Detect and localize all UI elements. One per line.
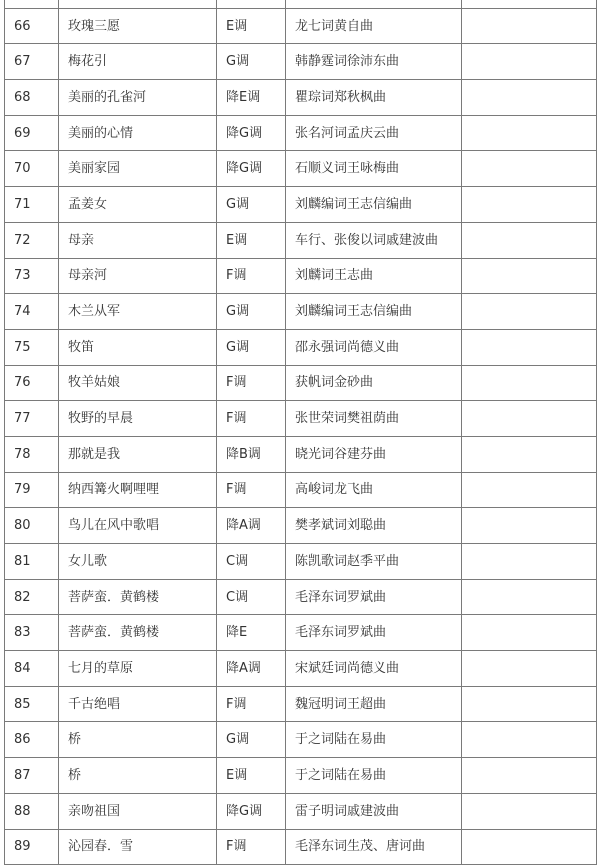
song-credits: 石顺义词王咏梅曲 bbox=[286, 151, 462, 187]
row-number: 89 bbox=[5, 830, 59, 865]
song-credits: 车行、张俊以词戚建波曲 bbox=[286, 223, 462, 259]
song-credits: 晓光词谷建芬曲 bbox=[286, 437, 462, 473]
table-row bbox=[5, 401, 597, 437]
extra-cell bbox=[462, 615, 597, 651]
song-title: 千古绝唱 bbox=[59, 687, 217, 723]
table-row bbox=[5, 116, 597, 152]
song-title: 木兰从军 bbox=[59, 294, 217, 330]
table-row bbox=[5, 44, 597, 80]
song-key: F调 bbox=[217, 366, 286, 402]
extra-cell bbox=[462, 187, 597, 223]
extra-cell bbox=[462, 116, 597, 152]
extra-cell bbox=[462, 473, 597, 509]
row-number: 77 bbox=[5, 401, 59, 437]
song-key: 降E调 bbox=[217, 80, 286, 116]
extra-cell bbox=[462, 80, 597, 116]
song-credits: 龙七词黄自曲 bbox=[286, 9, 462, 45]
song-title: 孟姜女 bbox=[59, 187, 217, 223]
song-key: 降A调 bbox=[217, 508, 286, 544]
song-credits: 魏冠明词王超曲 bbox=[286, 687, 462, 723]
song-credits: 张世荣词樊祖荫曲 bbox=[286, 401, 462, 437]
extra-cell bbox=[462, 722, 597, 758]
table-row bbox=[5, 794, 597, 830]
song-key: 降B调 bbox=[217, 437, 286, 473]
song-key: G调 bbox=[217, 294, 286, 330]
row-number: 82 bbox=[5, 580, 59, 616]
table-row bbox=[5, 0, 597, 9]
row-number: 88 bbox=[5, 794, 59, 830]
song-title: 纳西篝火啊哩哩 bbox=[59, 473, 217, 509]
song-title bbox=[59, 0, 217, 9]
song-title: 鸟儿在风中歌唱 bbox=[59, 508, 217, 544]
row-number: 70 bbox=[5, 151, 59, 187]
row-number: 68 bbox=[5, 80, 59, 116]
song-title: 美丽家园 bbox=[59, 151, 217, 187]
song-key: F调 bbox=[217, 687, 286, 723]
table-row bbox=[5, 580, 597, 616]
song-title: 七月的草原 bbox=[59, 651, 217, 687]
row-number: 86 bbox=[5, 722, 59, 758]
row-number: 66 bbox=[5, 9, 59, 45]
song-title: 牧笛 bbox=[59, 330, 217, 366]
extra-cell bbox=[462, 151, 597, 187]
table-row bbox=[5, 330, 597, 366]
song-credits: 雷子明词戚建波曲 bbox=[286, 794, 462, 830]
song-credits: 邵永强词尚德义曲 bbox=[286, 330, 462, 366]
extra-cell bbox=[462, 437, 597, 473]
song-title: 桥 bbox=[59, 722, 217, 758]
song-key: G调 bbox=[217, 722, 286, 758]
song-credits: 毛泽东词罗斌曲 bbox=[286, 580, 462, 616]
extra-cell bbox=[462, 44, 597, 80]
table-row bbox=[5, 294, 597, 330]
song-key: 降G调 bbox=[217, 116, 286, 152]
song-key: C调 bbox=[217, 544, 286, 580]
table-row bbox=[5, 366, 597, 402]
song-credits: 刘麟编词王志信编曲 bbox=[286, 294, 462, 330]
table-row bbox=[5, 615, 597, 651]
row-number: 79 bbox=[5, 473, 59, 509]
song-title: 美丽的孔雀河 bbox=[59, 80, 217, 116]
song-title: 那就是我 bbox=[59, 437, 217, 473]
song-table bbox=[4, 0, 597, 865]
table-row bbox=[5, 508, 597, 544]
table-row bbox=[5, 437, 597, 473]
song-key: G调 bbox=[217, 330, 286, 366]
row-number: 74 bbox=[5, 294, 59, 330]
extra-cell bbox=[462, 651, 597, 687]
row-number: 80 bbox=[5, 508, 59, 544]
song-title: 女儿歌 bbox=[59, 544, 217, 580]
song-credits: 韩静霆词徐沛东曲 bbox=[286, 44, 462, 80]
song-credits: 宋斌廷词尚德义曲 bbox=[286, 651, 462, 687]
song-credits: 于之词陆在易曲 bbox=[286, 758, 462, 794]
table-row bbox=[5, 151, 597, 187]
extra-cell bbox=[462, 366, 597, 402]
song-title: 美丽的心情 bbox=[59, 116, 217, 152]
song-credits: 毛泽东词罗斌曲 bbox=[286, 615, 462, 651]
song-title: 亲吻祖国 bbox=[59, 794, 217, 830]
song-key: E调 bbox=[217, 223, 286, 259]
song-key: G调 bbox=[217, 187, 286, 223]
song-key: F调 bbox=[217, 259, 286, 295]
extra-cell bbox=[462, 758, 597, 794]
song-credits: 瞿琮词郑秋枫曲 bbox=[286, 80, 462, 116]
song-title: 沁园春．雪 bbox=[59, 830, 217, 865]
song-key: C调 bbox=[217, 580, 286, 616]
extra-cell bbox=[462, 330, 597, 366]
extra-cell bbox=[462, 508, 597, 544]
row-number: 73 bbox=[5, 259, 59, 295]
row-number: 85 bbox=[5, 687, 59, 723]
extra-cell bbox=[462, 544, 597, 580]
song-title: 菩萨蛮．黄鹤楼 bbox=[59, 580, 217, 616]
table-row bbox=[5, 473, 597, 509]
song-key: 降G调 bbox=[217, 794, 286, 830]
song-credits: 于之词陆在易曲 bbox=[286, 722, 462, 758]
song-title: 梅花引 bbox=[59, 44, 217, 80]
extra-cell bbox=[462, 0, 597, 9]
song-credits: 樊孝斌词刘聪曲 bbox=[286, 508, 462, 544]
table-row bbox=[5, 687, 597, 723]
row-number: 71 bbox=[5, 187, 59, 223]
song-credits: 毛泽东词生茂、唐诃曲 bbox=[286, 830, 462, 865]
extra-cell bbox=[462, 9, 597, 45]
extra-cell bbox=[462, 830, 597, 865]
row-number: 67 bbox=[5, 44, 59, 80]
song-credits: 获帆词金砂曲 bbox=[286, 366, 462, 402]
extra-cell bbox=[462, 794, 597, 830]
table-row bbox=[5, 80, 597, 116]
table-row bbox=[5, 758, 597, 794]
extra-cell bbox=[462, 223, 597, 259]
song-title: 玫瑰三愿 bbox=[59, 9, 217, 45]
song-title: 桥 bbox=[59, 758, 217, 794]
song-title: 牧野的早晨 bbox=[59, 401, 217, 437]
song-key bbox=[217, 0, 286, 9]
extra-cell bbox=[462, 687, 597, 723]
song-key: F调 bbox=[217, 401, 286, 437]
extra-cell bbox=[462, 401, 597, 437]
extra-cell bbox=[462, 580, 597, 616]
table-row bbox=[5, 9, 597, 45]
extra-cell bbox=[462, 259, 597, 295]
song-credits: 张名河词孟庆云曲 bbox=[286, 116, 462, 152]
table-row bbox=[5, 259, 597, 295]
song-key: F调 bbox=[217, 830, 286, 865]
row-number: 78 bbox=[5, 437, 59, 473]
song-key: E调 bbox=[217, 758, 286, 794]
song-key: E调 bbox=[217, 9, 286, 45]
table-row bbox=[5, 722, 597, 758]
extra-cell bbox=[462, 294, 597, 330]
row-number: 84 bbox=[5, 651, 59, 687]
song-key: F调 bbox=[217, 473, 286, 509]
song-credits bbox=[286, 0, 462, 9]
song-key: G调 bbox=[217, 44, 286, 80]
song-credits: 高峻词龙飞曲 bbox=[286, 473, 462, 509]
table-row bbox=[5, 544, 597, 580]
song-key: 降G调 bbox=[217, 151, 286, 187]
song-key: 降E bbox=[217, 615, 286, 651]
row-number: 72 bbox=[5, 223, 59, 259]
row-number: 87 bbox=[5, 758, 59, 794]
row-number: 76 bbox=[5, 366, 59, 402]
song-title: 母亲河 bbox=[59, 259, 217, 295]
song-credits: 陈凯歌词赵季平曲 bbox=[286, 544, 462, 580]
song-title: 母亲 bbox=[59, 223, 217, 259]
table-row bbox=[5, 651, 597, 687]
row-number bbox=[5, 0, 59, 9]
song-credits: 刘麟词王志曲 bbox=[286, 259, 462, 295]
row-number: 81 bbox=[5, 544, 59, 580]
row-number: 83 bbox=[5, 615, 59, 651]
song-key: 降A调 bbox=[217, 651, 286, 687]
song-title: 牧羊姑娘 bbox=[59, 366, 217, 402]
row-number: 75 bbox=[5, 330, 59, 366]
song-title: 菩萨蛮．黄鹤楼 bbox=[59, 615, 217, 651]
table-row bbox=[5, 830, 597, 865]
row-number: 69 bbox=[5, 116, 59, 152]
table-row bbox=[5, 223, 597, 259]
table-row bbox=[5, 187, 597, 223]
song-credits: 刘麟编词王志信编曲 bbox=[286, 187, 462, 223]
